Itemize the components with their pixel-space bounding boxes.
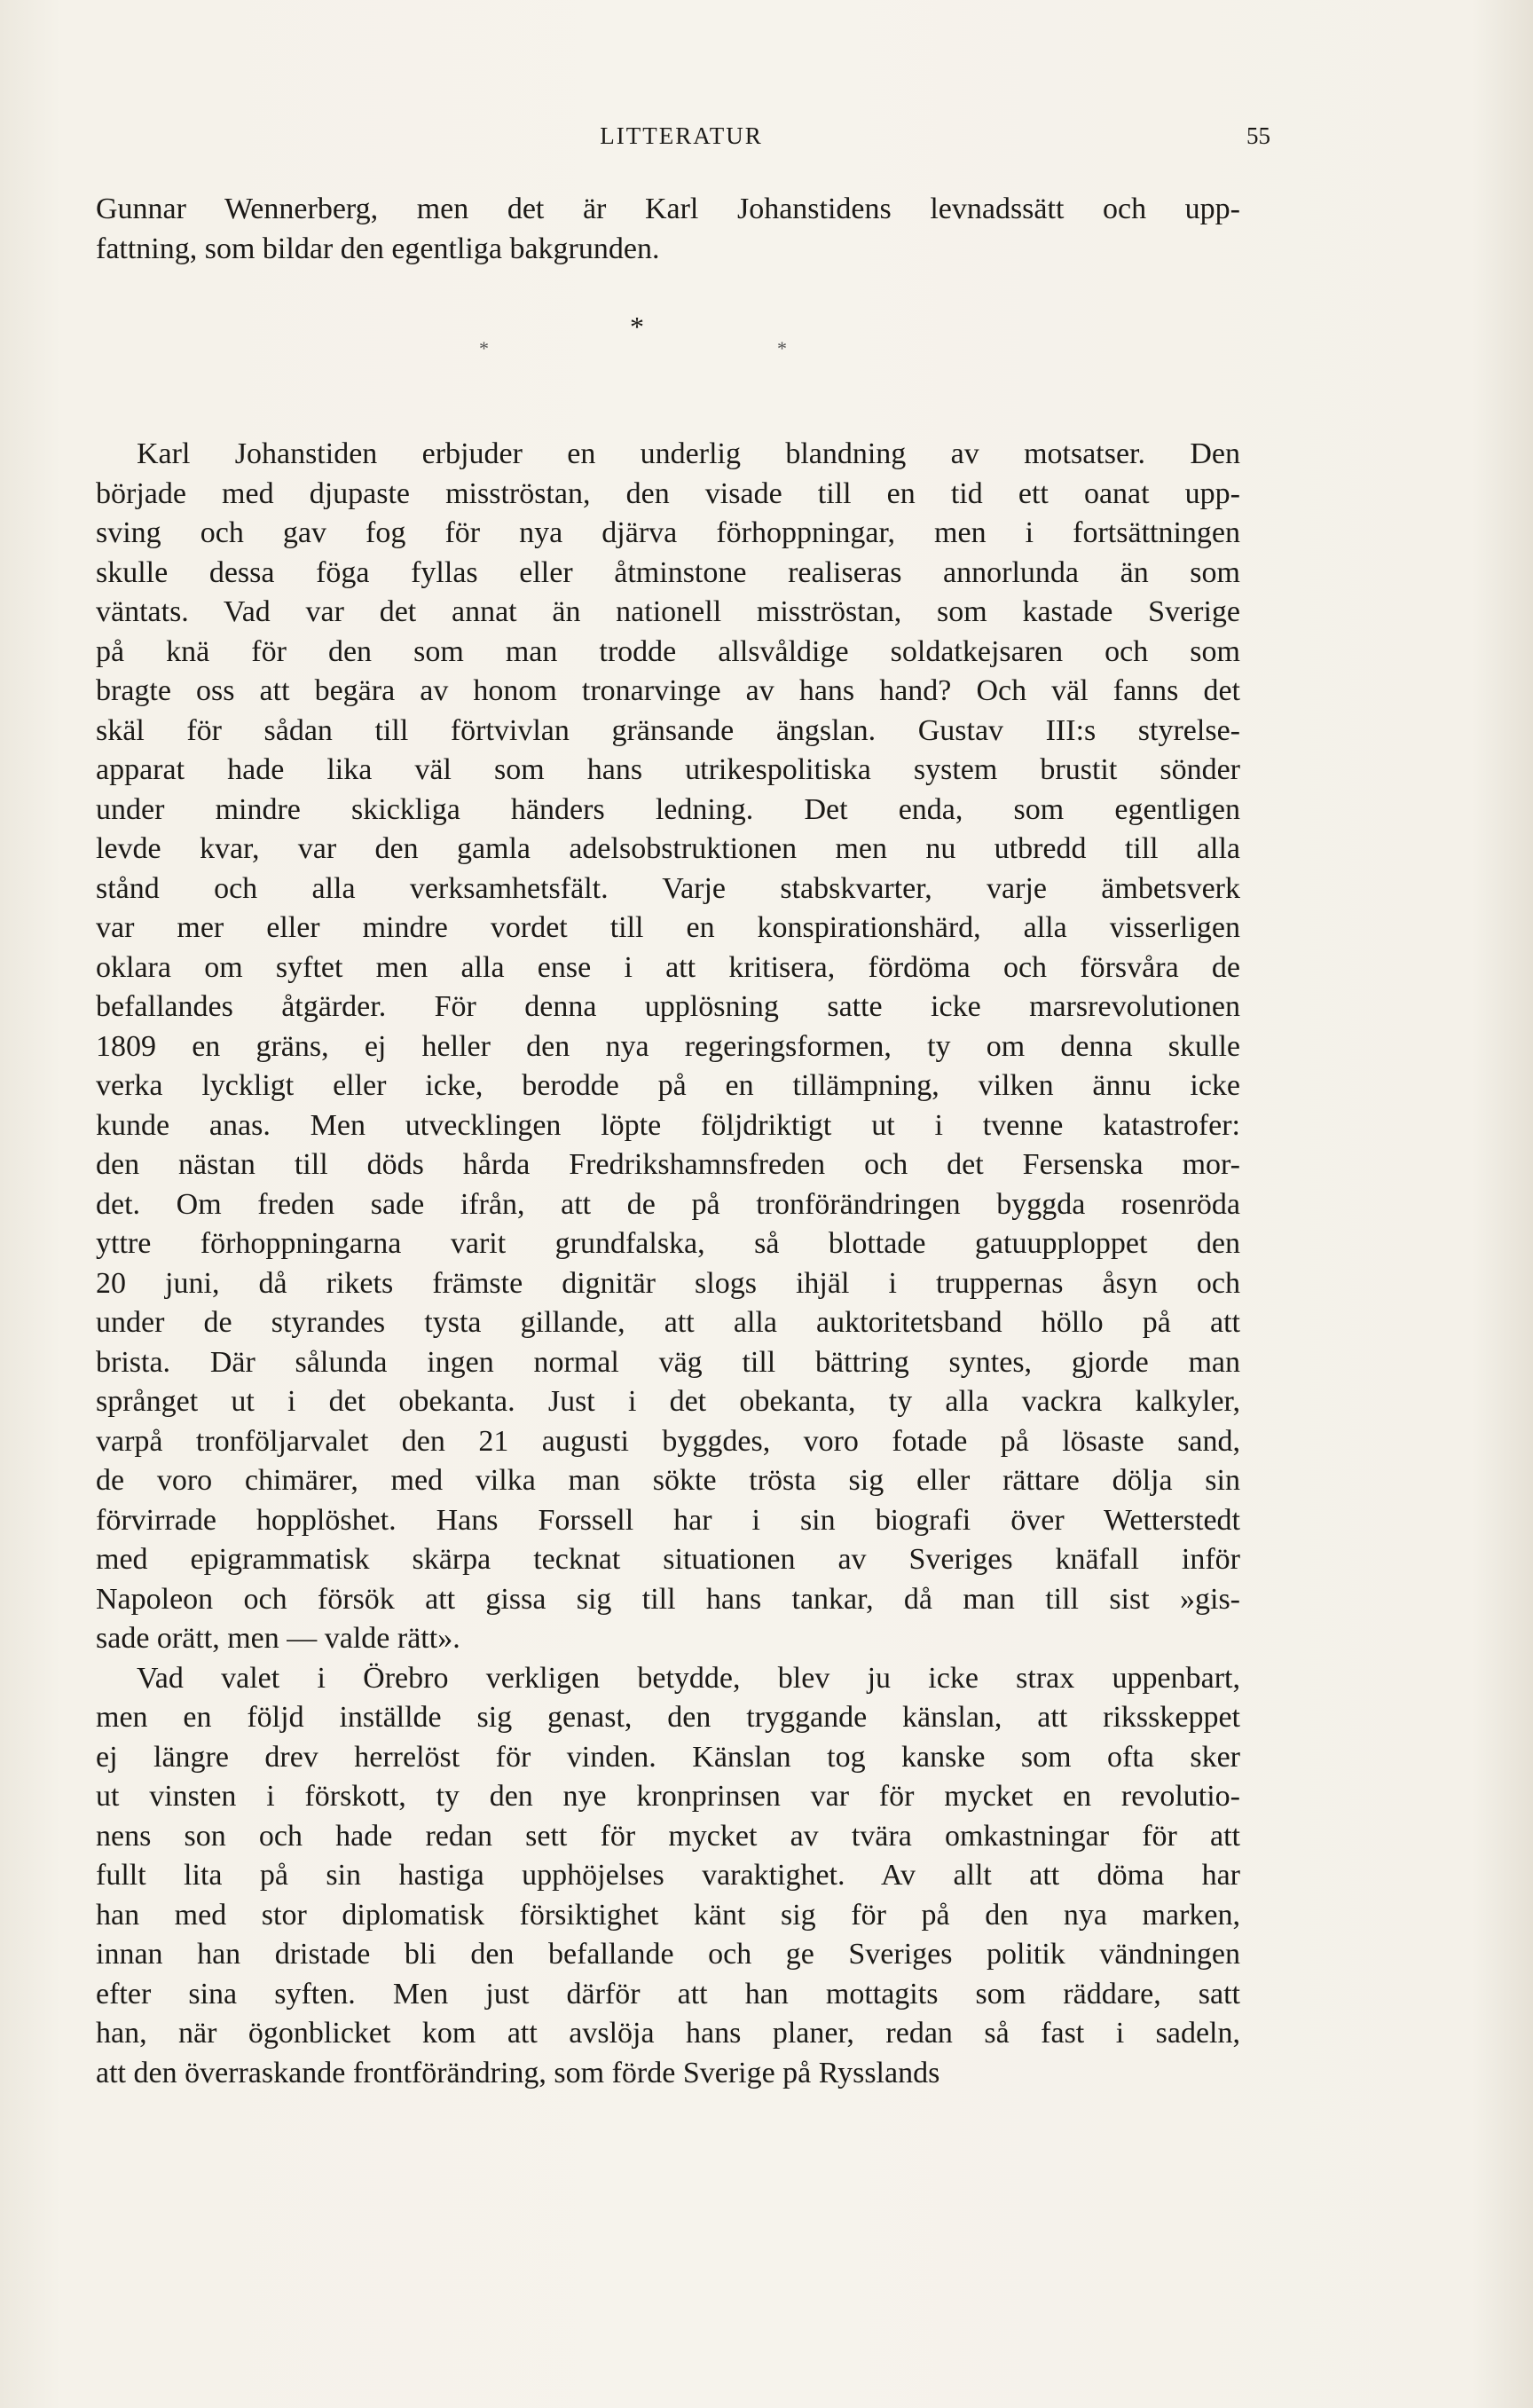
text-line: brista. Där sålunda ingen normal väg till bättring syntes, gjorde man [96, 1345, 1240, 1379]
text-line: kunde anas. Men utvecklingen löpte följdriktigt ut i tvenne katastrofer: [96, 1108, 1240, 1142]
text-line: yttre förhoppningarna varit grundfalska, så blottade gatuupploppet den [96, 1227, 1240, 1260]
paragraph [96, 190, 1240, 269]
text-line: började med djupaste misströstan, den visade till en tid ett oanat upp- [96, 476, 1240, 510]
text-line: skäl för sådan till förtvivlan gränsande ängslan. Gustav III:s styrelse- [96, 713, 1240, 747]
text-line: bragte oss att begära av honom tronarvinge av hans hand? Och väl fanns det [96, 674, 1240, 707]
text-line: 20 juni, då rikets främste dignitär slogs ihjäl i truppernas åsyn och [96, 1266, 1240, 1300]
text-line: varpå tronföljarvalet den 21 augusti byggdes, voro fotade på lösaste sand, [96, 1424, 1240, 1458]
text-line: ut vinsten i förskott, ty den nye kronprinsen var för mycket en revolutio- [96, 1780, 1240, 1813]
asterisk-right: * [777, 337, 787, 359]
text-line: Vad valet i Örebro verkligen betydde, blev ju icke strax uppenbart, [137, 1661, 1240, 1695]
text-line: under mindre skickliga händers ledning. Det enda, som egentligen [96, 792, 1240, 826]
section-break-asterisks [479, 311, 798, 382]
text-line: levde kvar, var den gamla adelsobstruktionen men nu utbredd till alla [96, 832, 1240, 865]
text-line: med epigrammatisk skärpa tecknat situationen av Sveriges knäfall inför [96, 1543, 1240, 1576]
text-line: oklara om syftet men alla ense i att kritisera, fördöma och försvåra de [96, 950, 1240, 984]
text-line: han med stor diplomatisk försiktighet känt sig för på den nya marken, [96, 1898, 1240, 1932]
text-line: väntats. Vad var det annat än nationell misströstan, som kastade Sverige [96, 595, 1240, 628]
text-line: befallandes åtgärder. För denna upplösning satte icke marsrevolutionen [96, 990, 1240, 1023]
text-line: stånd och alla verksamhetsfält. Varje stabskvarter, varje ämbetsverk [96, 871, 1240, 905]
text-line: Napoleon och försök att gissa sig till hans tankar, då man till sist »gis- [96, 1582, 1240, 1616]
paragraph-continuation [96, 190, 1240, 269]
text-line: att den överraskande frontförändring, som förde Sverige på Rysslands [96, 2056, 940, 2089]
text-line: förvirrade hopplöshet. Hans Forssell har i sin biografi över Wetterstedt [96, 1503, 1240, 1537]
text-line: efter sina syften. Men just därför att han mottagits som räddare, satt [96, 1977, 1240, 2011]
asterisk-top: * [630, 311, 644, 342]
text-line: Gunnar Wennerberg, men det är Karl Johanstidens levnadssätt och upp- [96, 193, 1240, 225]
text-line: det. Om freden sade ifrån, att de på tronförändringen byggda rosenröda [96, 1187, 1240, 1221]
text-line: innan han dristade bli den befallande och ge Sveriges politik vändningen [96, 1938, 1240, 1971]
text-line: Karl Johanstiden erbjuder en underlig blandning av motsatser. Den [137, 437, 1240, 470]
text-line: fullt lita på sin hastiga upphöjelses varaktighet. Av allt att döma har [96, 1859, 1240, 1892]
text-line: den nästan till döds hårda Fredrikshamnsfreden och det Fersenska mor- [96, 1148, 1240, 1181]
text-line: fattning, som bildar den egentliga bakgrunden. [96, 232, 660, 265]
text-line: på knä för den som man trodde allsvåldige soldatkejsaren och som [96, 634, 1240, 668]
text-line: de voro chimärer, med vilka man sökte trösta sig eller rättare dölja sin [96, 1464, 1240, 1497]
text-line: men en följd inställde sig genast, den tryggande känslan, att riksskeppet [96, 1701, 1240, 1734]
text-line: språnget ut i det obekanta. Just i det obekanta, ty alla vackra kalkyler, [96, 1385, 1240, 1418]
text-line: sving och gav fog för nya djärva förhoppningar, men i fortsättningen [96, 516, 1240, 549]
text-line: under de styrandes tysta gillande, att alla auktoritetsband höllo på att [96, 1306, 1240, 1339]
page-number: 55 [1246, 122, 1270, 149]
text-line: han, när ögonblicket kom att avslöja hans planer, redan så fast i sadeln, [96, 2017, 1240, 2050]
paragraph [96, 435, 1240, 1659]
text-line: skulle dessa föga fyllas eller åtminstone realiseras annorlunda än som [96, 555, 1240, 589]
text-line: nens son och hade redan sett för mycket av tvära omkastningar för att [96, 1819, 1240, 1853]
body-text [96, 435, 1240, 2093]
text-line: apparat hade lika väl som hans utrikespolitiska system brustit sönder [96, 753, 1240, 786]
text-line: verka lyckligt eller icke, berodde på en tillämpning, vilken ännu icke [96, 1069, 1240, 1102]
text-line: var mer eller mindre vordet till en konspirationshärd, alla visserligen [96, 911, 1240, 944]
text-line: 1809 en gräns, ej heller den nya regeringsformen, ty om denna skulle [96, 1029, 1240, 1063]
running-head [96, 122, 1270, 158]
text-line: sade orätt, men — valde rätt». [96, 1622, 460, 1655]
asterisk-left: * [479, 337, 489, 359]
text-line: ej längre drev herrelöst för vinden. Känslan tog kanske som ofta sker [96, 1740, 1240, 1774]
running-title: LITTERATUR [600, 122, 763, 149]
paragraph [96, 1659, 1240, 2094]
